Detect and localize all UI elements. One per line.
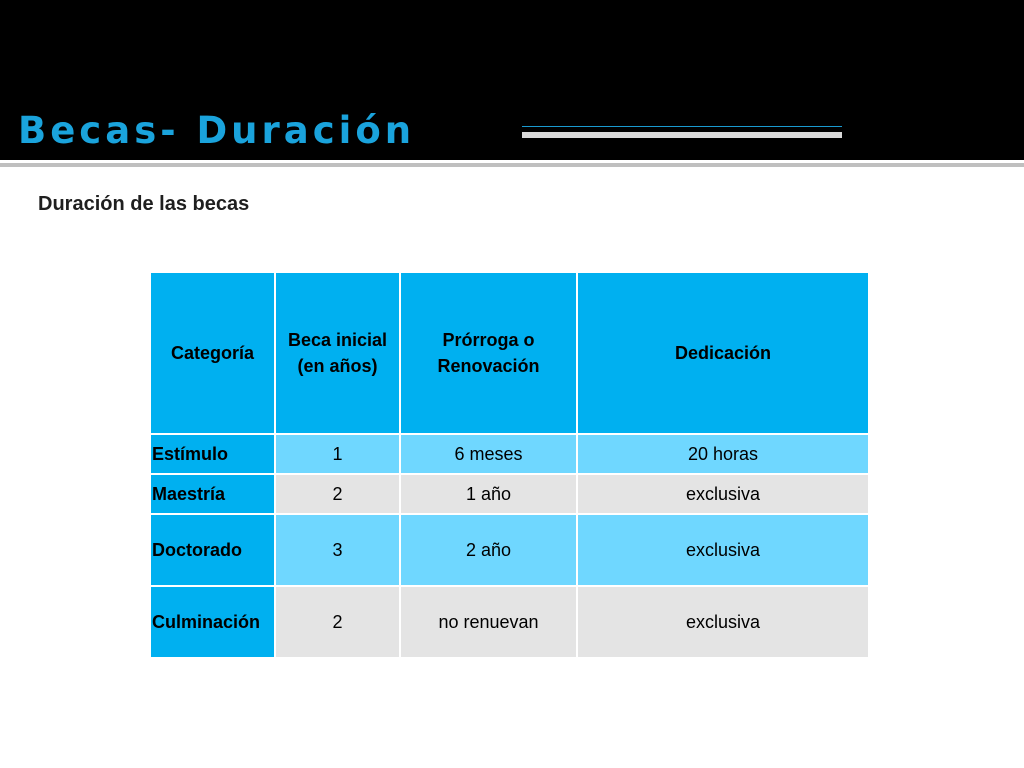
table-row bbox=[150, 434, 869, 474]
row-category: Estímulo bbox=[150, 434, 275, 474]
cell-dedication: exclusiva bbox=[577, 514, 869, 586]
cell-extension: no renuevan bbox=[400, 586, 577, 658]
cell-dedication: exclusiva bbox=[577, 474, 869, 514]
table-header-row bbox=[150, 272, 869, 434]
cell-extension: 1 año bbox=[400, 474, 577, 514]
cell-initial-years: 2 bbox=[275, 474, 400, 514]
header-separator bbox=[0, 163, 1024, 167]
row-category: Culminación bbox=[150, 586, 275, 658]
cell-extension: 6 meses bbox=[400, 434, 577, 474]
row-category: Maestría bbox=[150, 474, 275, 514]
decorative-line-thin bbox=[522, 126, 842, 127]
cell-dedication: exclusiva bbox=[577, 586, 869, 658]
scholarship-duration-table bbox=[149, 271, 870, 659]
column-header-category: Categoría bbox=[150, 272, 275, 434]
column-header-extension: Prórroga o Renovación bbox=[400, 272, 577, 434]
cell-initial-years: 2 bbox=[275, 586, 400, 658]
slide-title: Becas- Duración bbox=[18, 109, 416, 152]
cell-initial-years: 1 bbox=[275, 434, 400, 474]
table-row bbox=[150, 514, 869, 586]
table-row bbox=[150, 586, 869, 658]
decorative-line-thick bbox=[522, 132, 842, 138]
cell-extension: 2 año bbox=[400, 514, 577, 586]
title-bar bbox=[0, 0, 1024, 160]
cell-dedication: 20 horas bbox=[577, 434, 869, 474]
section-subtitle: Duración de las becas bbox=[38, 193, 250, 215]
row-category: Doctorado bbox=[150, 514, 275, 586]
table-row bbox=[150, 474, 869, 514]
cell-initial-years: 3 bbox=[275, 514, 400, 586]
column-header-initial: Beca inicial (en años) bbox=[275, 272, 400, 434]
column-header-dedication: Dedicación bbox=[577, 272, 869, 434]
